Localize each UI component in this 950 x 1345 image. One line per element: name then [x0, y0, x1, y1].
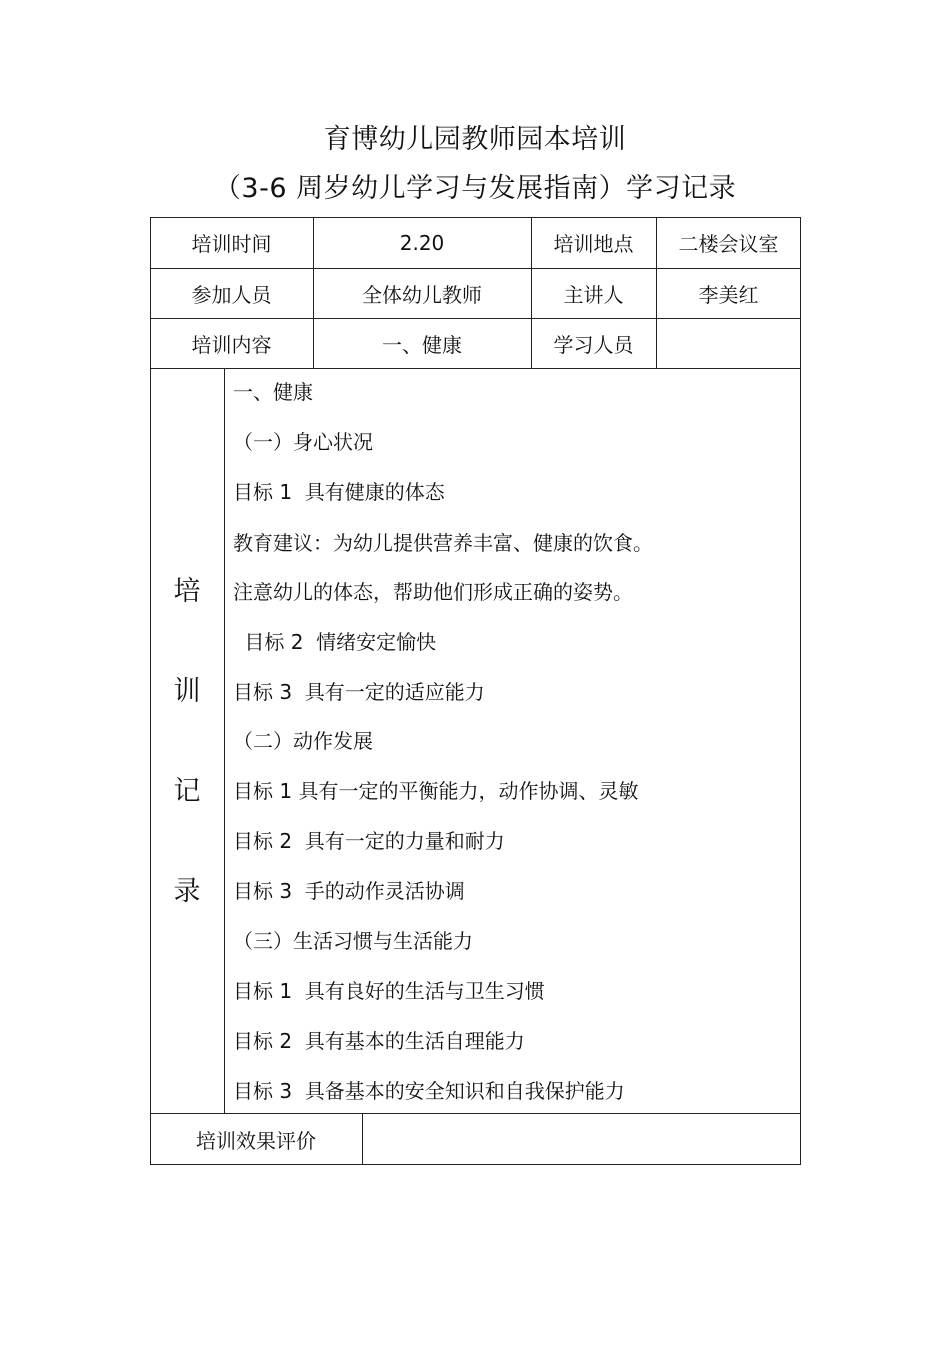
- training-time-label: 培训时间: [191, 232, 272, 256]
- column-divider: [224, 368, 225, 1114]
- document-subtitle: （3-6 周岁幼儿学习与发展指南）学习记录: [213, 173, 737, 204]
- record-line: 目标 3 手的动作灵活协调: [233, 879, 465, 903]
- training-place-value: 二楼会议室: [678, 232, 779, 256]
- record-line: 一、健康: [233, 380, 313, 404]
- learner-label: 学习人员: [553, 332, 634, 357]
- content-value: 一、健康: [382, 332, 462, 357]
- content-label: 培训内容: [191, 332, 272, 357]
- record-line: 目标 1 具有健康的体态: [233, 480, 445, 504]
- record-side-label-char: 培: [173, 576, 201, 607]
- record-side-label-char: 训: [173, 676, 201, 707]
- record-line: 目标 1 具有一定的平衡能力，动作协调、灵敏: [233, 779, 639, 803]
- record-line: 目标 2 具有一定的力量和耐力: [233, 829, 505, 853]
- training-time-value: 2.20: [399, 230, 445, 255]
- record-side-label-char: 记: [173, 776, 201, 807]
- record-line: 目标 2 情绪安定愉快: [238, 630, 437, 654]
- record-line: （三）生活习惯与生活能力: [233, 929, 473, 953]
- record-line: （一）身心状况: [233, 430, 373, 454]
- evaluation-value: [362, 1113, 801, 1165]
- speaker-value: 李美红: [698, 282, 759, 307]
- evaluation-label: 培训效果评价: [196, 1128, 316, 1153]
- record-line: 目标 3 具备基本的安全知识和自我保护能力: [233, 1079, 625, 1103]
- record-line: 注意幼儿的体态，帮助他们形成正确的姿势。: [233, 580, 633, 604]
- record-line: 目标 3 具有一定的适应能力: [233, 680, 485, 704]
- record-line: 教育建议：为幼儿提供营养丰富、健康的饮食。: [233, 531, 653, 555]
- record-line: 目标 1 具有良好的生活与卫生习惯: [233, 979, 545, 1003]
- speaker-label: 主讲人: [563, 282, 624, 307]
- learner-value: [656, 318, 801, 368]
- participants-label: 参加人员: [191, 282, 272, 307]
- document-title: 育博幼儿园教师园本培训: [323, 124, 627, 155]
- record-line: 目标 2 具有基本的生活自理能力: [233, 1029, 525, 1053]
- training-place-label: 培训地点: [553, 232, 634, 256]
- row-divider: [150, 368, 801, 369]
- participants-value: 全体幼儿教师: [362, 282, 482, 307]
- record-side-label-char: 录: [173, 876, 201, 907]
- record-line: （二）动作发展: [233, 729, 373, 753]
